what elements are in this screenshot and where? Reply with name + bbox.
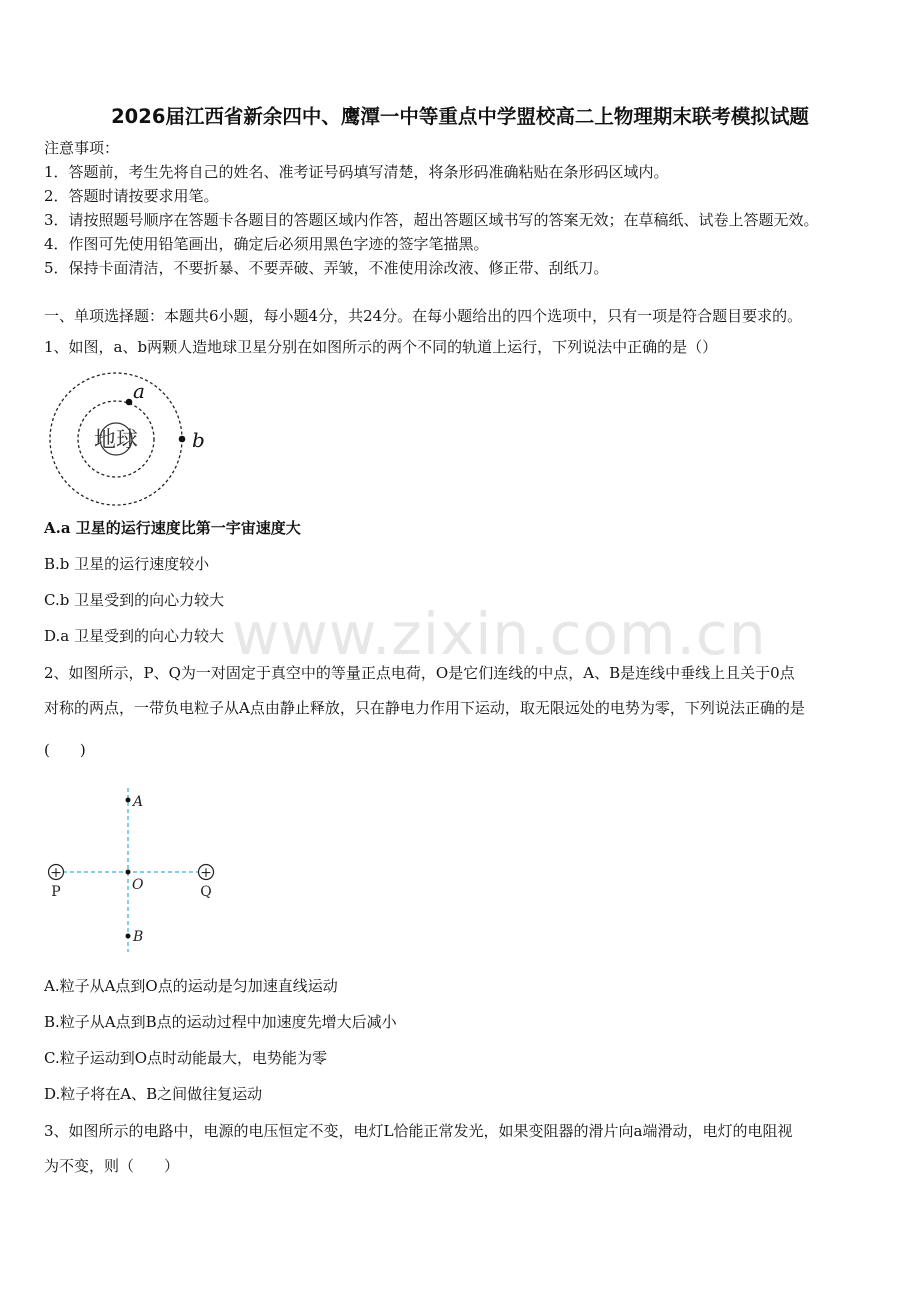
watermark: www.zixin.com.cn: [232, 600, 767, 668]
earth-label: 地球: [93, 428, 139, 453]
label-a: A: [133, 794, 144, 810]
label-q: Q: [200, 884, 212, 900]
notice-item-2: 2．答题时请按要求用笔。: [44, 187, 219, 205]
q2-stem-line3: ( ): [44, 741, 86, 759]
notice-item-5: 5．保持卡面清洁，不要折暴、不要弄破、弄皱，不准使用涂改液、修正带、刮纸刀。: [44, 259, 609, 277]
satellite-b: [179, 436, 186, 443]
label-b: B: [133, 929, 144, 945]
point-b: [126, 934, 131, 939]
point-o: [126, 870, 131, 875]
point-a: [126, 798, 131, 803]
q1-orbit-figure: [44, 368, 224, 508]
satellite-a: [126, 399, 133, 406]
q1-option-b: B.b 卫星的运行速度较小: [44, 555, 210, 573]
charge-q-sign: +: [200, 865, 212, 881]
satellite-a-label: a: [133, 379, 145, 403]
label-p: P: [51, 884, 61, 900]
q2-option-d: D.粒子将在A、B之间做往复运动: [44, 1085, 263, 1103]
notice-heading: 注意事项：: [44, 139, 120, 157]
notice-item-1: 1．答题前，考生先将自己的姓名、准考证号码填写清楚，将条形码准确粘贴在条形码区域内。: [44, 163, 669, 181]
q2-charge-figure: [40, 784, 230, 956]
q2-option-b: B.粒子从A点到B点的运动过程中加速度先增大后减小: [44, 1013, 397, 1031]
q3-stem-line1: 3、如图所示的电路中，电源的电压恒定不变，电灯L恰能正常发光，如果变阻器的滑片向a端滑动，电灯的电阻视: [44, 1122, 793, 1140]
label-o: O: [132, 877, 144, 893]
q2-option-c: C.粒子运动到O点时动能最大，电势能为零: [44, 1049, 328, 1067]
q2-stem-line1: 2、如图所示，P、Q为一对固定于真空中的等量正点电荷，O是它们连线的中点，A、B是连线中垂线上且关于0点: [44, 664, 795, 682]
page-title: 2026届江西省新余四中、鹰潭一中等重点中学盟校高二上物理期末联考模拟试题: [111, 105, 809, 128]
q2-stem-line2: 对称的两点，一带负电粒子从A点由静止释放，只在静电力作用下运动，取无限远处的电势为零，下列说法正确的是: [44, 699, 805, 717]
q1-option-c: C.b 卫星受到的向心力较大: [44, 591, 225, 609]
notice-item-3: 3．请按照题号顺序在答题卡各题目的答题区域内作答，超出答题区域书写的答案无效；在草稿纸、试卷上答题无效。: [44, 211, 819, 229]
q2-option-a: A.粒子从A点到O点的运动是匀加速直线运动: [44, 977, 338, 995]
section-heading: 一、单项选择题：本题共6小题，每小题4分，共24分。在每小题给出的四个选项中，只有一项是符合题目要求的。: [44, 307, 803, 325]
satellite-b-label: b: [192, 428, 205, 452]
q1-option-d: D.a 卫星受到的向心力较大: [44, 627, 224, 645]
notice-item-4: 4．作图可先使用铅笔画出，确定后必须用黑色字迹的签字笔描黑。: [44, 235, 489, 253]
q1-option-a: A.a 卫星的运行速度比第一宇宙速度大: [44, 519, 301, 537]
q1-stem: 1、如图，a、b两颗人造地球卫星分别在如图所示的两个不同的轨道上运行，下列说法中正确的是（）: [44, 338, 718, 356]
charge-p-sign: +: [50, 865, 62, 881]
q3-stem-line2: 为不变，则（ ）: [44, 1157, 180, 1175]
